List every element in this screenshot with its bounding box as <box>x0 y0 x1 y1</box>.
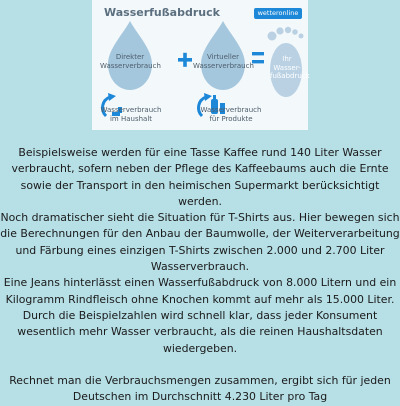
household-consumption-label: Wasserverbrauch im Haushalt <box>100 106 162 123</box>
water-footprint-infographic <box>92 0 308 130</box>
virtual-consumption-label: Virtueller Wasserverbrauch <box>193 53 254 70</box>
paragraph-jeans-beef: Eine Jeans hinterlässt einen Wasserfußabdruck von 8.000 Litern und ein Kilogramm Rindfleisch ohne Knochen kommt auf mehr als 15.000 Liter. Durch die Beispielzahlen wird schnell klar, dass jeder Konsument wesentlich mehr Wasser verbraucht, als die reinen Haushaltsdaten wiedergeben. <box>3 276 397 355</box>
article-text <box>0 145 400 406</box>
plus-icon <box>178 53 192 67</box>
brand-logo: wetteronline <box>254 8 302 19</box>
paragraph-coffee: Beispielsweise werden für eine Tasse Kaffee rund 140 Liter Wasser verbraucht, sofern neben der Pflege des Kaffeebaums auch die Ernte sowie der Transport in den heimischen Supermarkt berücksichtigt werden. <box>11 146 389 208</box>
infographic-title: Wasserfußabdruck <box>104 6 220 19</box>
paragraph-tshirt: Noch dramatischer sieht die Situation für T-Shirts aus. Hier bewegen sich die Berechnungen für den Anbau der Baumwolle, der Weiterverarbeitung und Färbung eines einzigen T-Shirts zwischen 2.000 und 2.700 Liter Wasserverbrauch. <box>0 211 400 274</box>
product-consumption-label: Wasserverbrauch für Produkte <box>200 106 262 123</box>
paragraph-total: Rechnet man die Verbrauchsmengen zusammen, ergibt sich für jeden Deutschen im Durchschnitt 4.230 Liter pro Tag <box>9 374 391 404</box>
direct-consumption-label: Direkter Wasserverbrauch <box>100 53 161 70</box>
footprint-label: Ihr Wasser- fußabdruck <box>270 55 310 80</box>
